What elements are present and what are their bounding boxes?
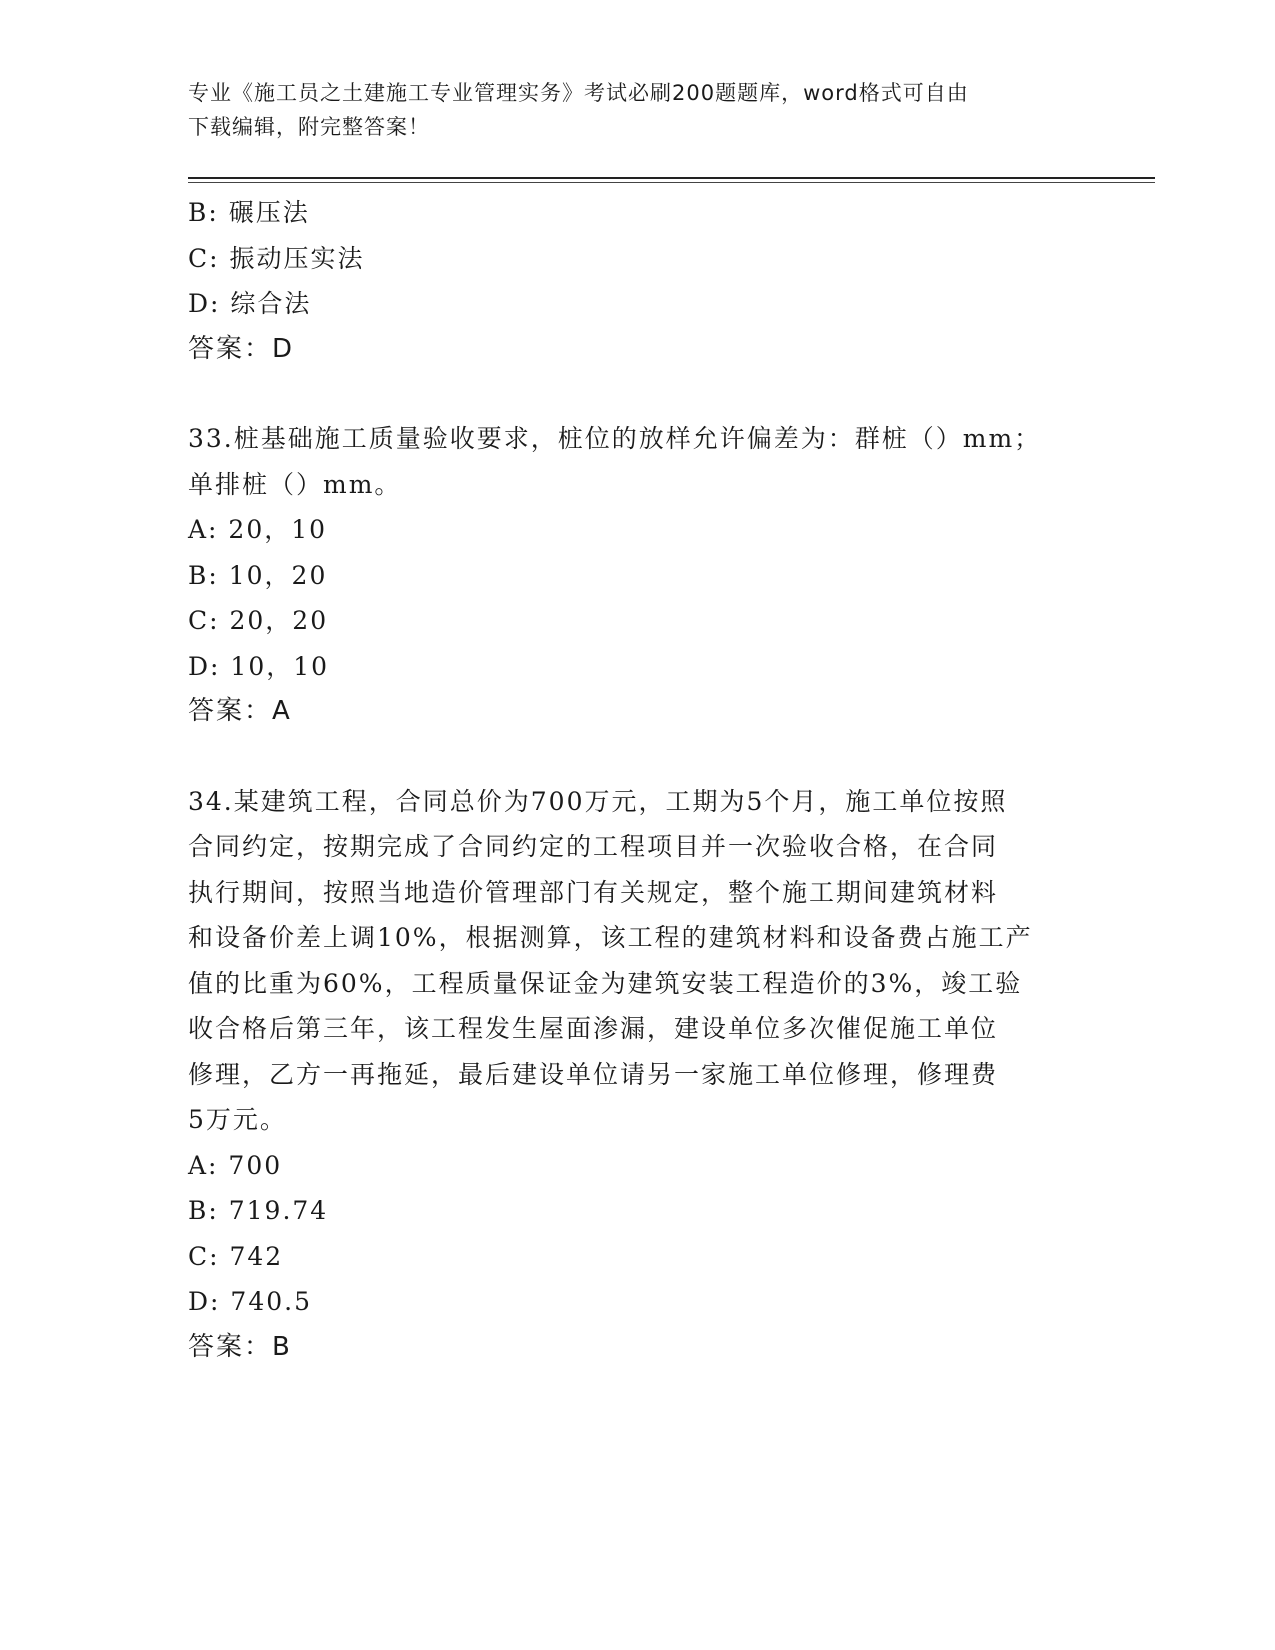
q32-option-c: C: 振动压实法 (188, 243, 365, 273)
q33-option-b: B: 10，20 (188, 560, 328, 590)
q34-option-d: D: 740.5 (188, 1287, 312, 1316)
spacer (188, 735, 1088, 779)
q34-stem-line: 收合格后第三年，该工程发生屋面渗漏，建设单位多次催促施工单位 (188, 1014, 999, 1043)
q34-stem-line: 和设备价差上调10%，根据测算，该工程的建筑材料和设备费占施工产 (188, 923, 1033, 952)
q34-stem-line: 修理，乙方一再拖延，最后建设单位请另一家施工单位修理，修理费 (188, 1059, 999, 1089)
header-line-2: 下载编辑，附完整答案！ (188, 115, 430, 139)
q33-option-d: D: 10，10 (188, 651, 330, 681)
q32-answer: 答案：D (188, 333, 295, 364)
question-33-block (188, 416, 1088, 735)
document-header (188, 76, 1088, 144)
spacer (188, 372, 1088, 416)
question-34-block (188, 779, 1088, 1371)
q33-stem-line: 单排桩（）mm。 (188, 469, 402, 499)
q34-stem-line: 5万元。 (188, 1105, 287, 1134)
q34-stem-line: 执行期间，按照当地造价管理部门有关规定，整个施工期间建筑材料 (188, 877, 999, 907)
q32-option-b: B: 碾压法 (188, 198, 310, 227)
q33-stem-line: 33.桩基础施工质量验收要求，桩位的放样允许偏差为：群桩（）mm； (188, 424, 1042, 453)
q32-option-d: D: 综合法 (188, 289, 312, 318)
q34-stem-line: 34.某建筑工程，合同总价为700万元，工期为5个月，施工单位按照 (188, 786, 1008, 816)
q33-answer: 答案：A (188, 696, 292, 726)
question-content (188, 190, 1088, 1370)
q33-option-a: A: 20，10 (188, 515, 328, 544)
q33-option-c: C: 20，20 (188, 606, 329, 635)
question-32-block (188, 190, 1088, 372)
q34-answer: 答案：B (188, 1331, 292, 1362)
q34-stem-line: 值的比重为60%，工程质量保证金为建筑安装工程造价的3%，竣工验 (188, 968, 1023, 998)
q34-stem-line: 合同约定，按期完成了合同约定的工程项目并一次验收合格，在合同 (188, 832, 999, 861)
q34-option-a: A: 700 (188, 1150, 283, 1180)
header-divider-thick (188, 177, 1155, 179)
q34-option-b: B: 719.74 (188, 1196, 329, 1225)
header-divider-thin (188, 182, 1155, 183)
q34-option-c: C: 742 (188, 1241, 284, 1271)
header-line-1: 专业《施工员之土建施工专业管理实务》考试必刷200题题库，word格式可自由 (188, 81, 969, 105)
